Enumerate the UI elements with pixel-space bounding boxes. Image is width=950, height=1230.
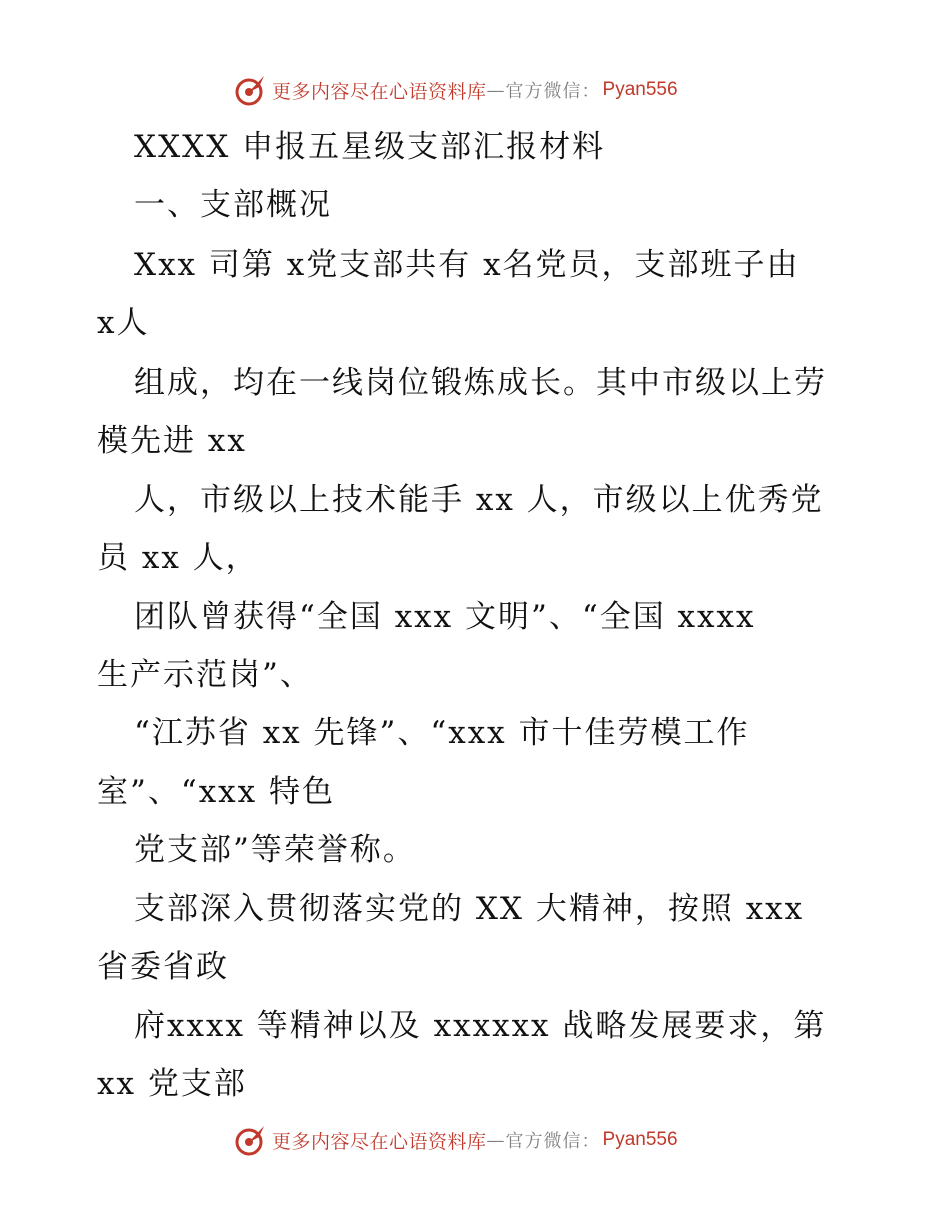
official-label: 官方微信： [505,1131,601,1152]
section-heading: 一、支部概况 [134,187,332,223]
body-line: 模先进 xx [97,423,247,459]
body-line: 组成，均在一线岗位锻炼成长。其中市级以上劳 [134,365,827,401]
body-line: “江苏省 xx 先锋”、“xxx 市十佳劳模工作 [134,715,750,751]
body-line: Xxx 司第 x党支部共有 x名党员，支部班子由 [134,247,800,283]
quill-logo-icon [234,73,268,107]
brand-text: 更多内容尽在心语资料库 [272,1130,487,1153]
body-line: 支部深入贯彻落实党的 XX 大精神，按照 xxx [134,891,805,927]
body-line: x人 [97,305,150,341]
footer-watermark [234,1122,678,1158]
body-line: 省委省政 [97,949,229,985]
body-line: 人，市级以上技术能手 xx 人，市级以上优秀党 [134,482,824,518]
quill-logo-icon [234,1123,268,1157]
separator-dash: — [486,79,506,101]
body-line: xx 党支部 [97,1066,247,1102]
body-line: 党支部”等荣誉称。 [134,832,416,868]
separator-dash: — [486,1129,506,1151]
document-title: XXXX 申报五星级支部汇报材料 [134,129,606,165]
body-line: 生产示范岗”、 [97,657,313,693]
body-line: 府xxxx 等精神以及 xxxxxx 战略发展要求，第 [134,1008,827,1044]
header-watermark [234,72,678,108]
body-line: 员 xx 人， [97,540,259,576]
body-line: 室”、“xxx 特色 [97,774,335,810]
wechat-id: Pyan556 [602,1129,678,1150]
official-label: 官方微信： [505,81,601,102]
brand-text: 更多内容尽在心语资料库 [272,80,487,103]
wechat-id: Pyan556 [602,79,678,100]
body-line: 团队曾获得“全国 xxx 文明”、“全国 xxxx [134,599,756,635]
